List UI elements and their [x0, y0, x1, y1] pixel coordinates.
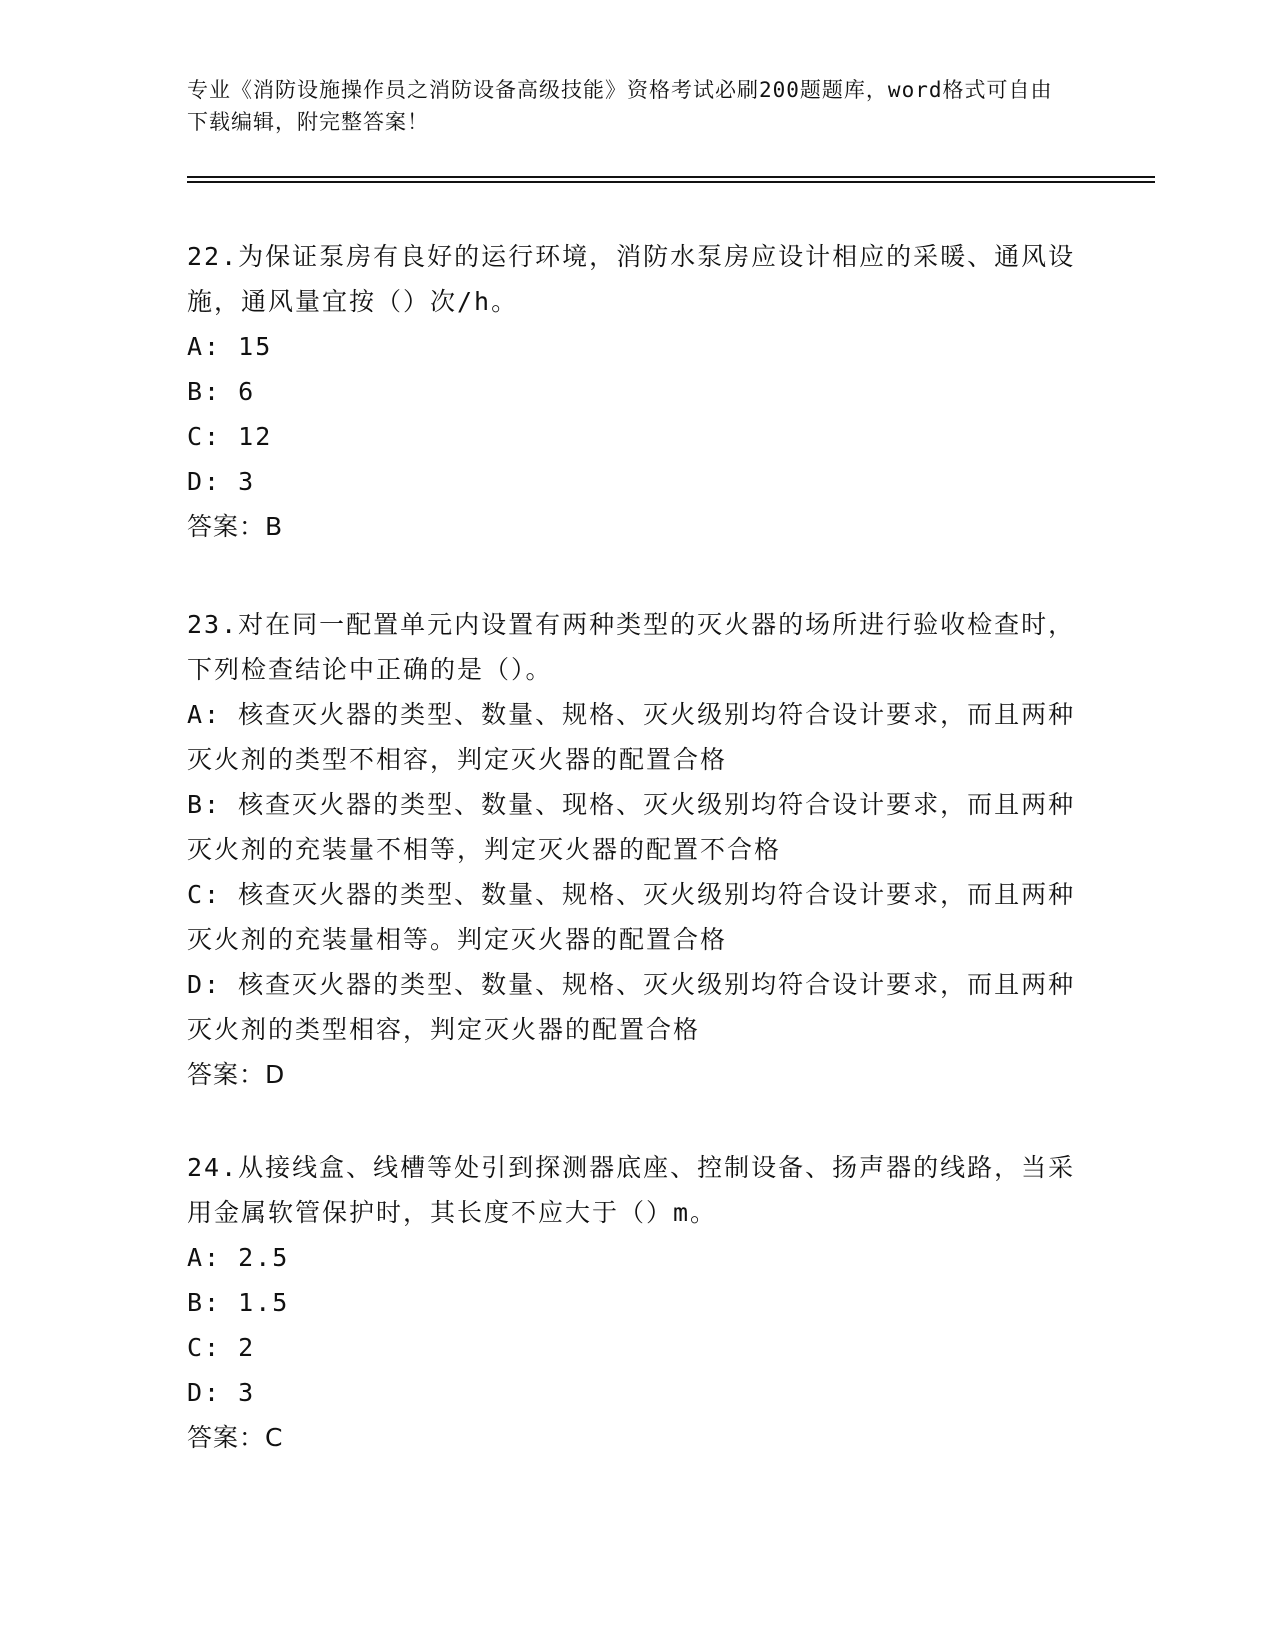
header-intro-text: 专业《消防设施操作员之消防设备高级技能》资格考试必刷200题题库，word格式可自由下载编辑，附完整答案！	[187, 78, 1053, 134]
option-d: D: 核查灭火器的类型、数量、规格、灭火级别均符合设计要求，而且两种灭火剂的类型相容，判定灭火器的配置合格	[187, 970, 1076, 1044]
option-c: C: 2	[187, 1333, 256, 1362]
option-c: C: 12	[187, 422, 273, 451]
question-23	[187, 602, 1087, 1097]
option-d: D: 3	[187, 1378, 256, 1407]
document-header	[187, 74, 1067, 138]
answer-line: 答案：C	[187, 1423, 284, 1452]
question-22	[187, 234, 1087, 549]
question-24	[187, 1145, 1087, 1460]
answer-line: 答案：B	[187, 512, 284, 541]
option-c: C: 核查灭火器的类型、数量、规格、灭火级别均符合设计要求，而且两种灭火剂的充装量相等。判定灭火器的配置合格	[187, 880, 1076, 954]
option-a: A: 核查灭火器的类型、数量、规格、灭火级别均符合设计要求，而且两种灭火剂的类型不相容，判定灭火器的配置合格	[187, 700, 1076, 774]
option-b: B: 1.5	[187, 1288, 290, 1317]
option-b: B: 核查灭火器的类型、数量、现格、灭火级别均符合设计要求，而且两种灭火剂的充装量不相等，判定灭火器的配置不合格	[187, 790, 1076, 864]
question-stem: 22.为保证泵房有良好的运行环境，消防水泵房应设计相应的采暖、通风设施，通风量宜按（）次/h。	[187, 242, 1076, 316]
answer-line: 答案：D	[187, 1060, 286, 1089]
header-divider-top	[187, 176, 1155, 178]
header-divider-bottom	[187, 181, 1155, 183]
option-a: A: 15	[187, 332, 273, 361]
option-d: D: 3	[187, 467, 256, 496]
option-a: A: 2.5	[187, 1243, 290, 1272]
question-stem: 23.对在同一配置单元内设置有两种类型的灭火器的场所进行验收检查时，下列检查结论中正确的是（）。	[187, 610, 1076, 684]
option-b: B: 6	[187, 377, 256, 406]
question-stem: 24.从接线盒、线槽等处引到探测器底座、控制设备、扬声器的线路，当采用金属软管保护时，其长度不应大于（）m。	[187, 1153, 1076, 1227]
